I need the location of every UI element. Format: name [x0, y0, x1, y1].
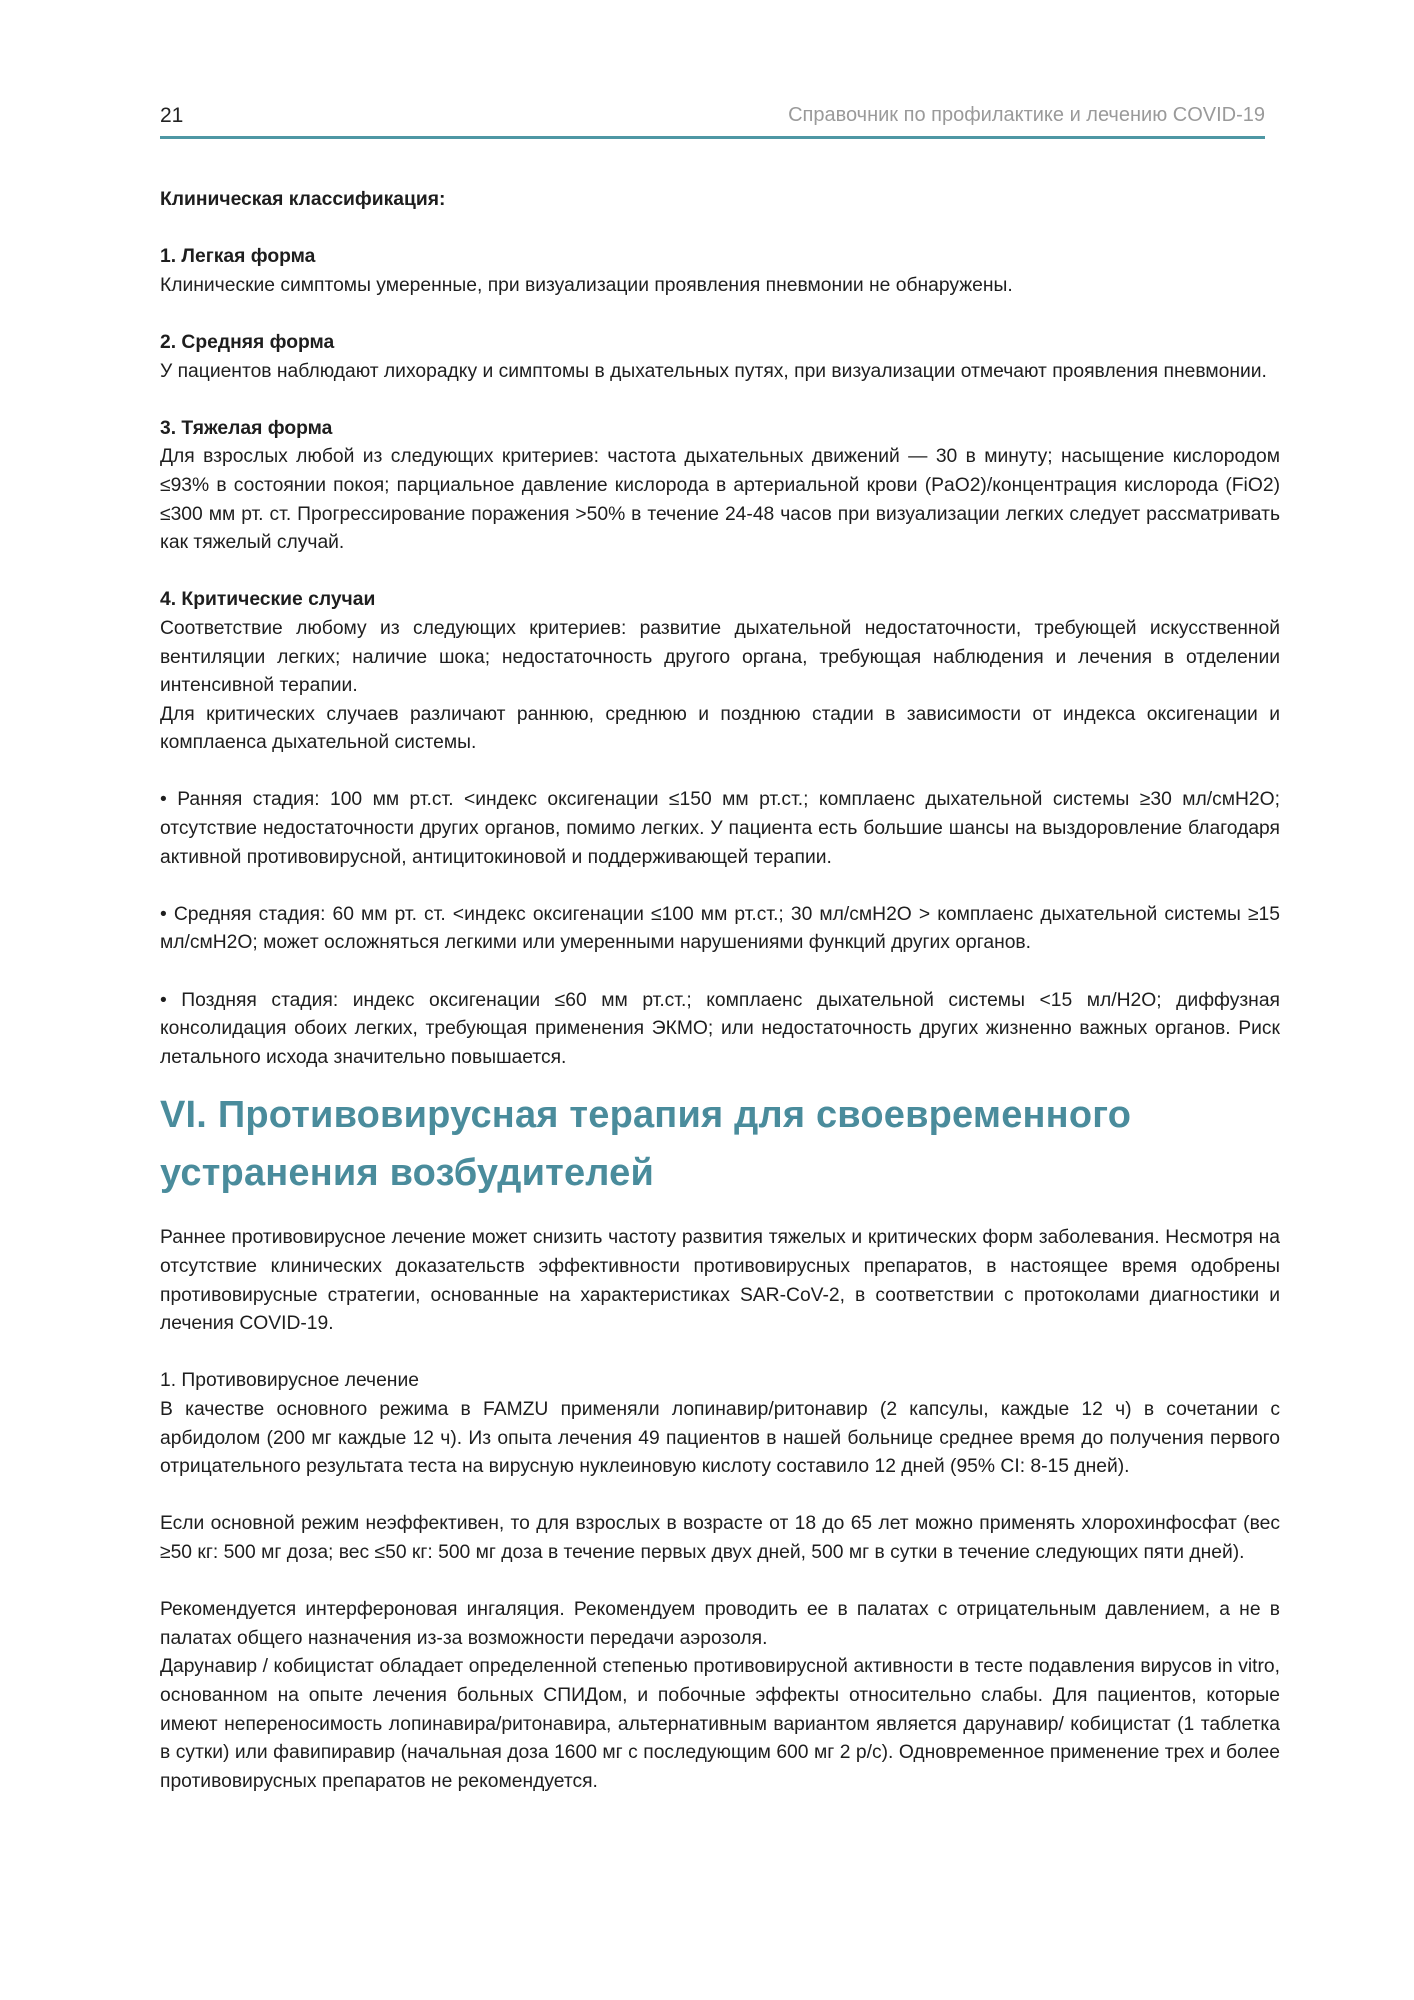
form-heading-severe: 3. Тяжелая форма [160, 417, 333, 439]
form-text-mild: Клинические симптомы умеренные, при визуализации проявления пневмонии не обнаружены. [160, 274, 1013, 296]
stage-early: • Ранняя стадия: 100 мм рт.ст. <индекс оксигенации ≤150 мм рт.ст.; комплаенс дыхательной системы ≥30 мл/смH2O; отсутствие недостаточности других органов, помимо легких. У пациента есть большие шансы на выздоровление благодаря активной противовирусной, антицитокиновой и поддерживающей терапии. [160, 789, 1280, 868]
antiviral-paragraph-1: В качестве основного режима в FAMZU применяли лопинавир/ритонавир (2 капсулы, каждые 12 ч) в сочетании с арбидолом (200 мг каждые 12 ч). Из опыта лечения 49 пациентов в нашей больнице среднее время до получения первого отрицательного результата теста на вирусную нуклеиновую кислоту составило 12 дней (95% CI: 8-15 дней). [160, 1398, 1280, 1478]
antiviral-paragraph-3: Рекомендуется интерфероновая ингаляция. Рекомендуем проводить ее в палатах с отрицательным давлением, а не в палатах общего назначения из-за возможности передачи аэрозоля. [160, 1599, 1280, 1649]
classification-title: Клиническая классификация: [160, 189, 446, 210]
antiviral-paragraph-2: Если основной режим неэффективен, то для взрослых в возрасте от 18 до 65 лет можно применять хлорохинфосфат (вес ≥50 кг: 500 мг доза; вес ≤50 кг: 500 мг доза в течение первых двух дней, 500 мг в сутки в течение следующих пяти дней). [160, 1513, 1280, 1563]
form-text-moderate: У пациентов наблюдают лихорадку и симптомы в дыхательных путях, при визуализации отмечают проявления пневмонии. [160, 360, 1267, 382]
stage-middle: • Средняя стадия: 60 мм рт. ст. <индекс оксигенации ≤100 мм рт.ст.; 30 мл/смH2O > комплаенс дыхательной системы ≥15 мл/смH2O; может осложняться легкими или умеренными нарушениями функций других органов. [160, 903, 1280, 954]
section-intro: Раннее противовирусное лечение может снизить частоту развития тяжелых и критических форм заболевания. Несмотря на отсутствие клинических доказательств эффективности противовирусных препаратов, в настоящее время одобрены противовирусные стратегии, основанные на характеристиках SAR-CoV-2, в соответствии с протоколами диагностики и лечения COVID-19. [160, 1227, 1280, 1335]
form-text-critical: Соответствие любому из следующих критериев: развитие дыхательной недостаточности, требующей искусственной вентиляции легких; наличие шока; недостаточность другого органа, требующая наблюдения и лечения в отделении интенсивной терапии. [160, 617, 1280, 697]
page-body [160, 186, 1280, 1796]
header-divider [160, 136, 1265, 139]
form-heading-moderate: 2. Средняя форма [160, 331, 335, 353]
section-title: VI. Противовирусная терапия для своевременного устранения возбудителей [160, 1094, 1132, 1195]
running-title: Справочник по профилактике и лечению COVID-19 [788, 104, 1265, 126]
page-header [160, 100, 1265, 140]
form-text-severe: Для взрослых любой из следующих критериев: частота дыхательных движений — 30 в минуту; насыщение кислородом ≤93% в состоянии покоя; парциальное давление кислорода в артериальной крови (PaO2)/концентрация кислорода (FiO2) ≤300 мм рт. ст. Прогрессирование поражения >50% в течение 24-48 часов при визуализации легких следует рассматривать как тяжелый случай. [160, 446, 1280, 554]
page-number: 21 [160, 104, 184, 127]
form-heading-critical: 4. Критические случаи [160, 589, 376, 611]
stage-late: • Поздняя стадия: индекс оксигенации ≤60 мм рт.ст.; комплаенс дыхательной системы <15 мл/H2O; диффузная консолидация обоих легких, требующая применения ЭКМО; или недостаточность других жизненно важных органов. Риск летального исхода значительно повышается. [160, 989, 1280, 1068]
form-text-critical-stages: Для критических случаев различают раннюю, среднюю и позднюю стадии в зависимости от индекса оксигенации и комплаенса дыхательной системы. [160, 703, 1280, 754]
antiviral-subheading: 1. Противовирусное лечение [160, 1370, 419, 1392]
antiviral-paragraph-4: Дарунавир / кобицистат обладает определенной степенью противовирусной активности в тесте подавления вирусов in vitro, основанном на опыте лечения больных СПИДом, и побочные эффекты относительно слабы. Для пациентов, которые имеют непереносимость лопинавира/ритонавира, альтернативным вариантом является дарунавир/ кобицистат (1 таблетка в сутки) или фавипиравир (начальная доза 1600 мг с последующим 600 мг 2 р/с). Одновременное применение трех и более противовирусных препаратов не рекомендуется. [160, 1656, 1280, 1792]
form-heading-mild: 1. Легкая форма [160, 246, 316, 268]
